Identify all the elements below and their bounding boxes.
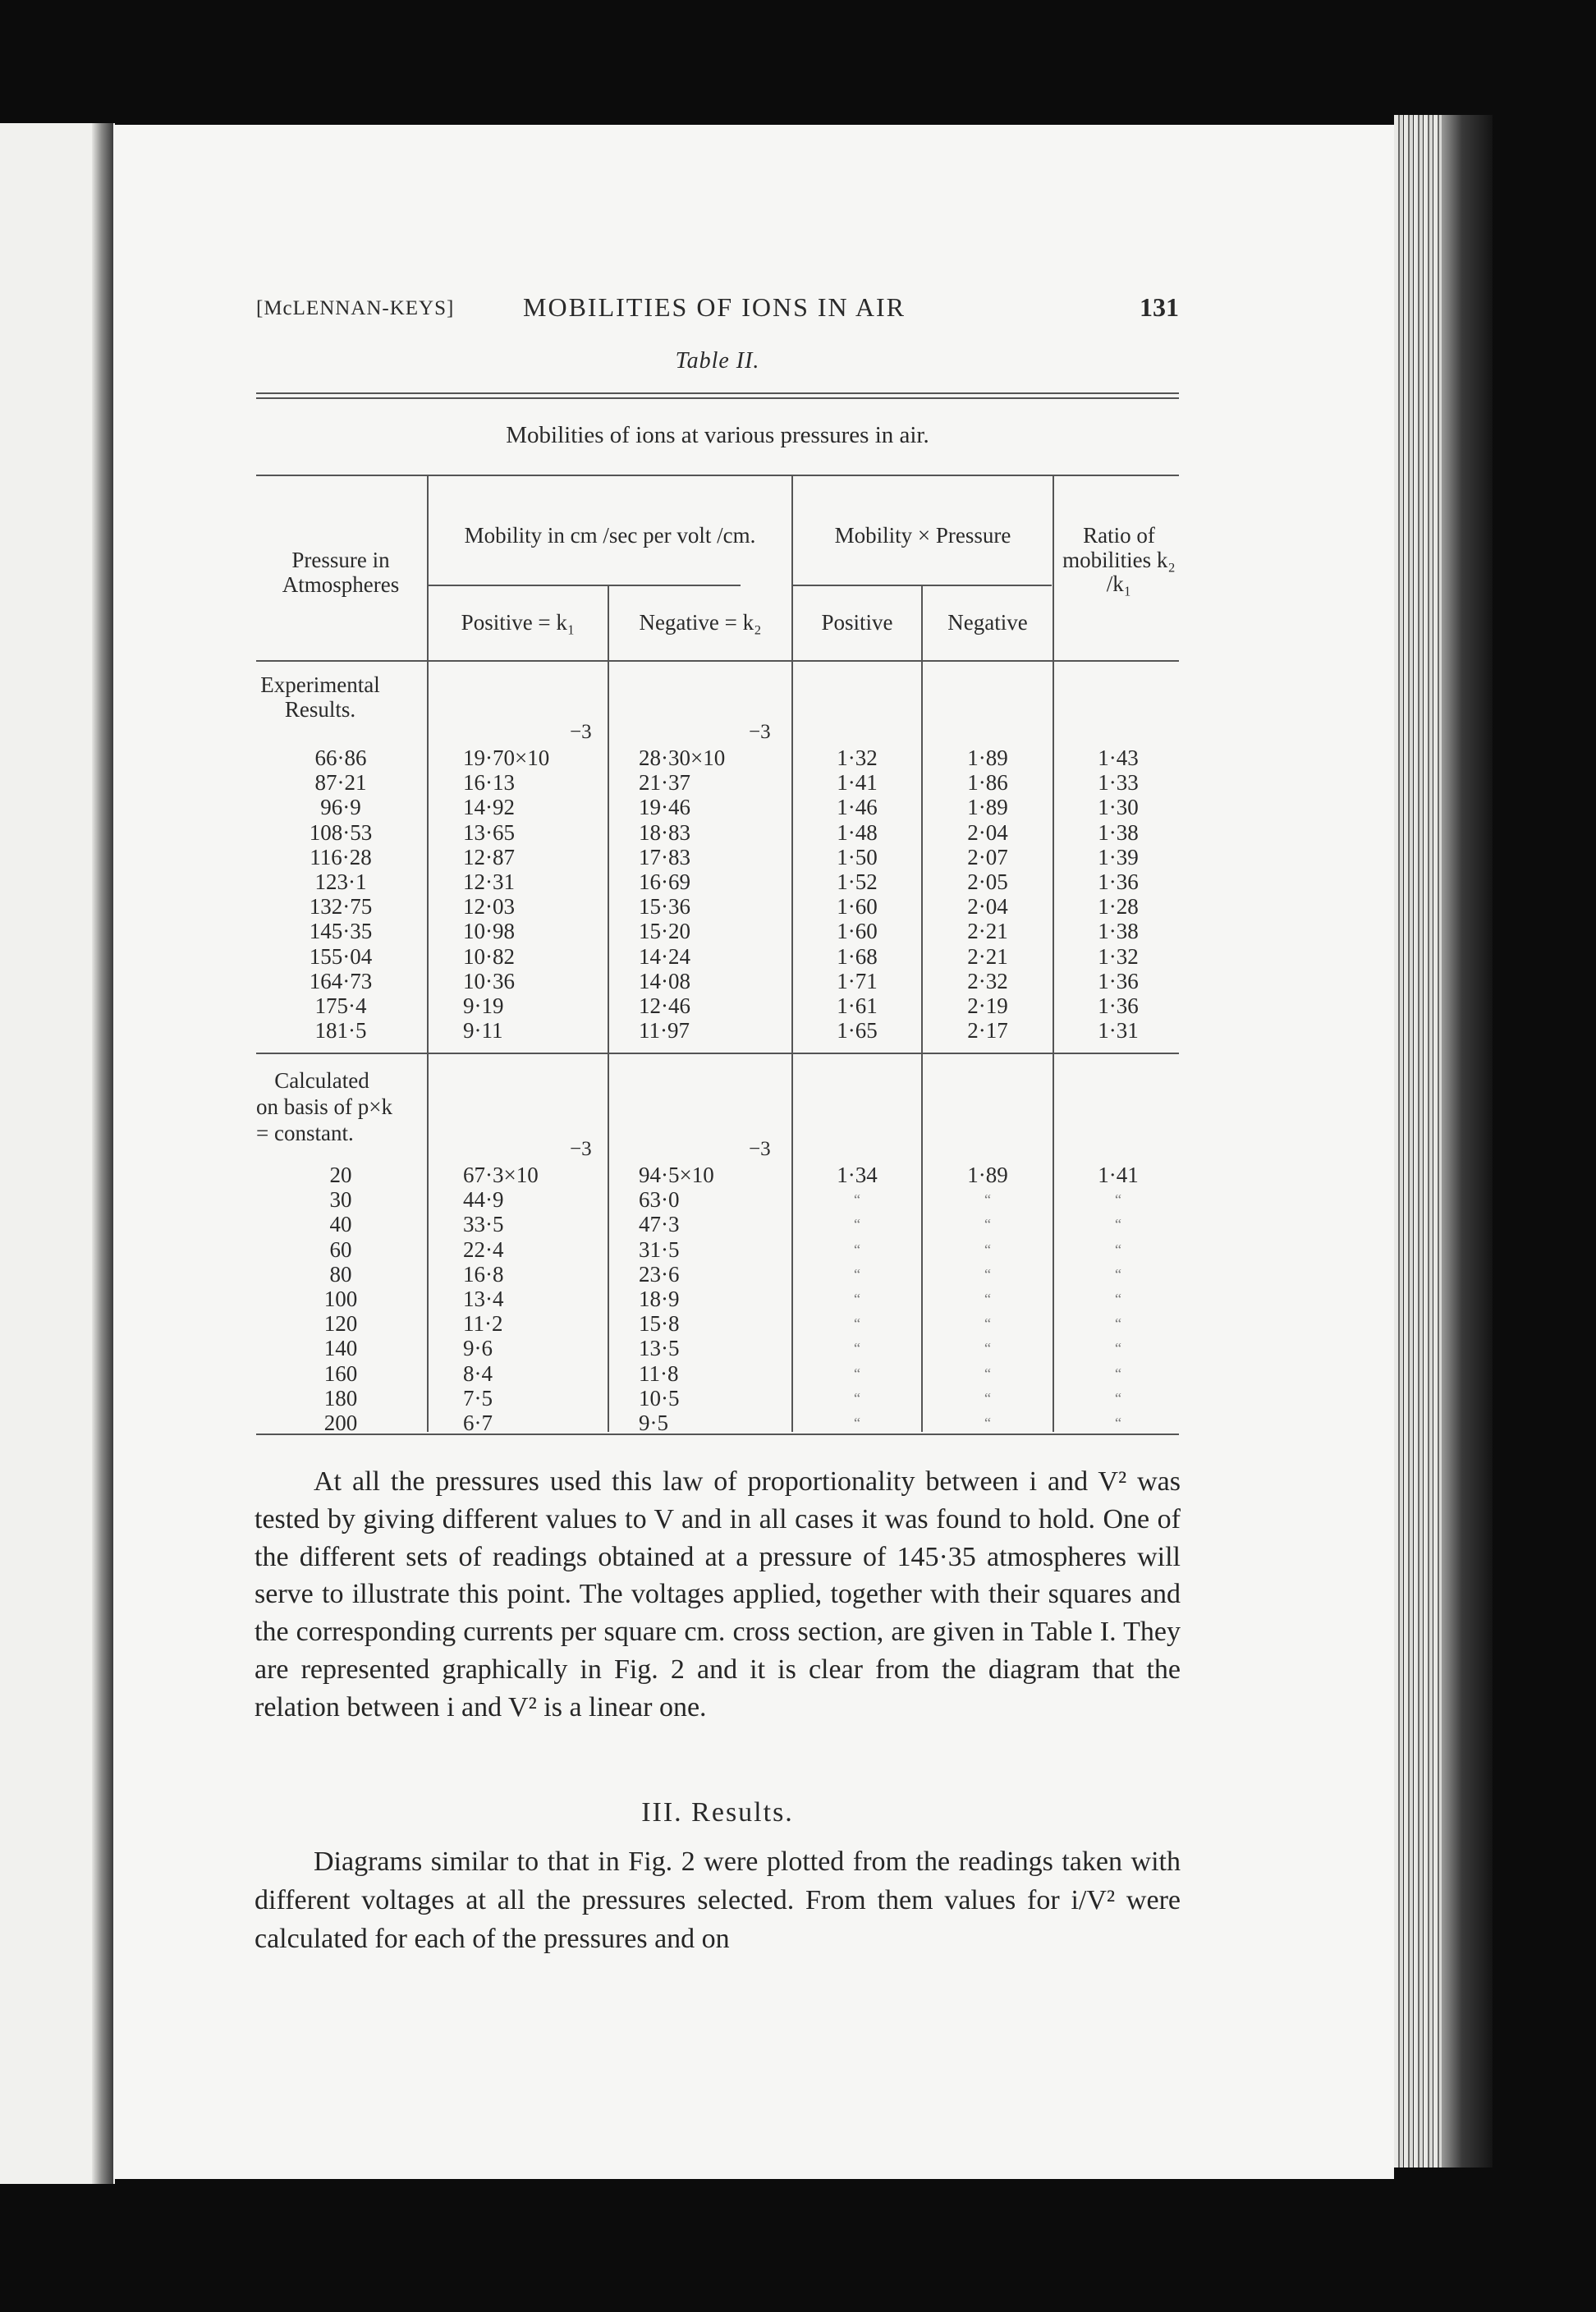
experimental-mp-positive-cell: 1·46 [837, 795, 878, 820]
col-divider-2 [608, 586, 609, 1432]
body-paragraph-2: Diagrams similar to that in Fig. 2 were plotted from the readings taken with different voltages at all the pressures selected. From them values for i/V² were calculated for each of the pressures and on [255, 1846, 1181, 1954]
experimental-ratio-cell: 1·32 [1098, 943, 1139, 969]
experimental-ratio-cell: 1·36 [1098, 993, 1139, 1018]
calculated-mp-positive-cell: “ [854, 1340, 860, 1357]
calculated-negative-cell: 31·5 [639, 1236, 680, 1262]
experimental-mp-positive-cell: 1·48 [837, 819, 878, 845]
experimental-negative-cell: 12·46 [639, 993, 690, 1018]
calculated-ratio-cell: “ [1115, 1291, 1121, 1307]
body-paragraph-1: At all the pressures used this law of proportionality between i and V² was tested by giving different values to V and in all cases it was found to hold. One of the different sets of readings obtained at a pressure of 145·35 atmospheres will serve to illustrate this point. The voltages applied, together with their squares and the corresponding currents per square cm. cross section, are given in Table I. They are represented graphically in Fig. 2 and it is clear from the diagram that the relation between i and V² is a linear one. [255, 1466, 1181, 1723]
calculated-label-line3: = constant. [256, 1121, 354, 1145]
experimental-ratio-cell: 1·30 [1098, 795, 1139, 820]
calculated-positive-cell: 16·8 [463, 1261, 504, 1287]
experimental-ratio-cell: 1·36 [1098, 968, 1139, 993]
experimental-pressure-cell: 175·4 [314, 993, 367, 1018]
experimental-mp-positive-cell: 1·61 [837, 993, 878, 1018]
exponent-negative-exp: −3 [749, 721, 771, 743]
table-caption: Mobilities of ions at various pressures in air. [506, 422, 929, 448]
header-ratio: Ratio of mobilities k₂ /k₁ [1062, 523, 1176, 597]
exponent-negative-calc: −3 [749, 1138, 771, 1160]
calculated-mp-negative-cell: “ [984, 1340, 991, 1357]
experimental-positive-cell: 14·92 [463, 795, 515, 820]
table-top-rule-double [256, 397, 1179, 399]
calculated-mp-positive-cell: “ [854, 1265, 860, 1282]
experimental-ratio-cell: 1·38 [1098, 819, 1139, 845]
calculated-mp-positive-cell: “ [854, 1216, 860, 1233]
experimental-ratio-cell: 1·38 [1098, 919, 1139, 944]
experimental-pressure-cell: 87·21 [314, 770, 367, 796]
experimental-pressure-cell: 145·35 [309, 919, 373, 944]
section-divider-rule [256, 1053, 1179, 1054]
experimental-mp-positive-cell: 1·68 [837, 943, 878, 969]
experimental-pressure-cell: 132·75 [309, 894, 373, 920]
experimental-positive-cell: 16·13 [463, 770, 515, 796]
experimental-mp-negative-cell: 2·21 [967, 943, 1008, 969]
exponent-positive-calc: −3 [570, 1138, 592, 1160]
calculated-ratio-cell: “ [1115, 1241, 1121, 1258]
experimental-pressure-cell: 66·86 [314, 745, 367, 770]
section-heading: III. Results. [641, 1797, 794, 1828]
calculated-pressure-cell: 200 [323, 1411, 358, 1435]
calculated-pressure-cell: 20 [329, 1163, 352, 1187]
experimental-pressure-cell: 108·53 [309, 819, 373, 845]
experimental-mp-negative-cell: 1·89 [967, 745, 1008, 770]
experimental-positive-cell: 10·98 [463, 919, 515, 944]
calculated-label [256, 1067, 425, 1146]
running-title: MOBILITIES OF IONS IN AIR [523, 292, 906, 322]
experimental-mp-negative-cell: 1·89 [967, 795, 1008, 820]
calculated-mp-positive-cell: “ [854, 1415, 860, 1431]
calculated-pressure-cell: 40 [329, 1212, 352, 1237]
calculated-ratio-cell: “ [1115, 1365, 1121, 1382]
running-header [256, 292, 1179, 328]
experimental-mp-positive-cell: 1·41 [837, 770, 878, 796]
calculated-mp-positive-cell: “ [854, 1241, 860, 1258]
experimental-results-label: Experimental Results. [260, 672, 380, 722]
experimental-mp-positive-cell: 1·32 [837, 745, 878, 770]
calculated-mp-negative-cell: “ [984, 1265, 991, 1282]
experimental-pressure-cell: 181·5 [314, 1018, 367, 1044]
calculated-mp-negative-cell: “ [984, 1191, 991, 1209]
calculated-negative-cell: 9·5 [639, 1411, 668, 1435]
calculated-pressure-cell: 30 [329, 1187, 352, 1213]
calculated-mp-negative-cell: “ [984, 1216, 991, 1233]
header-bottom-rule [256, 660, 1179, 662]
header-positive-k1: Positive = k₁ [461, 610, 576, 635]
experimental-ratio-cell: 1·33 [1098, 770, 1139, 796]
experimental-negative-cell: 15·36 [639, 894, 690, 920]
header-mobility-group: Mobility in cm /sec per volt /cm. [464, 523, 756, 548]
experimental-ratio-cell: 1·28 [1098, 894, 1139, 920]
experimental-mp-positive-cell: 1·65 [837, 1018, 878, 1044]
experimental-negative-cell: 16·69 [639, 869, 690, 894]
experimental-positive-cell: 10·36 [463, 968, 515, 993]
experimental-ratio-cell: 1·36 [1098, 869, 1139, 894]
experimental-pressure-cell: 96·9 [320, 795, 361, 820]
calculated-ratio-cell: 1·41 [1098, 1163, 1139, 1187]
col-divider-5 [1053, 476, 1054, 1432]
calculated-mp-negative-cell: “ [984, 1389, 991, 1406]
calculated-ratio-cell: “ [1115, 1340, 1121, 1357]
header-pressure: Pressure in Atmospheres [282, 548, 400, 597]
calculated-negative-cell: 15·8 [639, 1311, 680, 1337]
calculated-mp-positive-cell: “ [854, 1315, 860, 1333]
experimental-positive-cell: 9·19 [463, 993, 504, 1018]
calculated-mp-negative-cell: 1·89 [967, 1163, 1008, 1187]
experimental-mp-negative-cell: 2·04 [967, 819, 1008, 845]
calculated-mp-positive-cell: “ [854, 1365, 860, 1382]
experimental-positive-cell: 12·03 [463, 894, 515, 920]
calculated-pressure-cell: 100 [323, 1287, 358, 1311]
calculated-positive-cell: 8·4 [463, 1360, 493, 1386]
experimental-mp-positive-cell: 1·52 [837, 869, 878, 894]
calculated-negative-cell: 10·5 [639, 1385, 680, 1411]
experimental-ratio-cell: 1·43 [1098, 745, 1139, 770]
calculated-pressure-cell: 160 [323, 1360, 358, 1386]
calculated-positive-cell: 7·5 [463, 1385, 493, 1411]
page-number: 131 [1140, 292, 1179, 322]
experimental-mp-negative-cell: 2·17 [967, 1018, 1008, 1044]
calculated-mp-negative-cell: “ [984, 1241, 991, 1258]
calculated-positive-cell: 67·3×10 [463, 1163, 539, 1187]
table-top-rule [256, 392, 1179, 394]
experimental-mp-positive-cell: 1·50 [837, 844, 878, 869]
experimental-positive-cell: 10·82 [463, 943, 515, 969]
experimental-positive-cell: 9·11 [463, 1018, 503, 1044]
calculated-mp-negative-cell: “ [984, 1315, 991, 1333]
calculated-pressure-cell: 140 [323, 1336, 358, 1361]
experimental-mp-negative-cell: 1·86 [967, 770, 1008, 796]
calculated-ratio-cell: “ [1115, 1191, 1121, 1209]
experimental-negative-cell: 15·20 [639, 919, 690, 944]
calculated-ratio-cell: “ [1115, 1216, 1121, 1233]
table-label: Table II. [675, 348, 760, 374]
calculated-positive-cell: 22·4 [463, 1236, 504, 1262]
experimental-pressure-cell: 123·1 [314, 869, 367, 894]
calculated-ratio-cell: “ [1115, 1265, 1121, 1282]
experimental-mp-positive-cell: 1·60 [837, 894, 878, 920]
experimental-mp-positive-cell: 1·60 [837, 919, 878, 944]
experimental-positive-cell: 13·65 [463, 819, 515, 845]
subheader-rule-mobility [429, 585, 741, 586]
experimental-negative-cell: 28·30×10 [639, 745, 726, 770]
calculated-negative-cell: 23·6 [639, 1261, 680, 1287]
page-stack-edge [1394, 115, 1493, 2168]
experimental-negative-cell: 14·24 [639, 943, 690, 969]
experimental-negative-cell: 17·83 [639, 844, 690, 869]
experimental-mp-positive-cell: 1·71 [837, 968, 878, 993]
experimental-negative-cell: 11·97 [639, 1018, 690, 1044]
calculated-positive-cell: 9·6 [463, 1336, 493, 1361]
calculated-pressure-cell: 180 [323, 1385, 358, 1411]
calculated-mp-negative-cell: “ [984, 1291, 991, 1307]
calculated-negative-cell: 47·3 [639, 1212, 680, 1237]
experimental-mp-negative-cell: 2·32 [967, 968, 1008, 993]
book-gutter [92, 123, 113, 2184]
calculated-negative-cell: 18·9 [639, 1287, 680, 1311]
calculated-positive-cell: 13·4 [463, 1287, 504, 1311]
calculated-positive-cell: 33·5 [463, 1212, 504, 1237]
running-head-authors: [McLENNAN-KEYS] [256, 297, 455, 319]
experimental-negative-cell: 18·83 [639, 819, 690, 845]
header-mp-positive: Positive [821, 610, 893, 635]
experimental-mp-negative-cell: 2·05 [967, 869, 1008, 894]
calculated-mp-positive-cell: “ [854, 1291, 860, 1307]
calculated-label-line1: Calculated [274, 1068, 369, 1093]
experimental-negative-cell: 14·08 [639, 968, 690, 993]
experimental-ratio-cell: 1·31 [1098, 1018, 1139, 1044]
calculated-mp-positive-cell: “ [854, 1191, 860, 1209]
body-paragraph-2-block [255, 1842, 1181, 1958]
calculated-mp-negative-cell: “ [984, 1415, 991, 1431]
calculated-ratio-cell: “ [1115, 1389, 1121, 1406]
experimental-negative-cell: 21·37 [639, 770, 690, 796]
exponent-positive-exp: −3 [570, 721, 592, 743]
experimental-positive-cell: 19·70×10 [463, 745, 550, 770]
header-top-rule [256, 475, 1179, 476]
calculated-positive-cell: 11·2 [463, 1311, 503, 1337]
calculated-mp-negative-cell: “ [984, 1365, 991, 1382]
calculated-positive-cell: 44·9 [463, 1187, 504, 1213]
calculated-mp-positive-cell: “ [854, 1389, 860, 1406]
experimental-mp-negative-cell: 2·19 [967, 993, 1008, 1018]
experimental-pressure-cell: 164·73 [309, 968, 373, 993]
experimental-ratio-cell: 1·39 [1098, 844, 1139, 869]
experimental-pressure-cell: 155·04 [309, 943, 373, 969]
experimental-positive-cell: 12·87 [463, 844, 515, 869]
header-mobility-x-pressure: Mobility × Pressure [834, 523, 1011, 548]
header-negative-k2: Negative = k₂ [639, 610, 762, 635]
body-paragraph-1-block [255, 1463, 1181, 1727]
calculated-pressure-cell: 60 [329, 1236, 352, 1262]
experimental-mp-negative-cell: 2·04 [967, 894, 1008, 920]
calculated-pressure-cell: 80 [329, 1261, 352, 1287]
calculated-negative-cell: 11·8 [639, 1360, 679, 1386]
calculated-label-line2: on basis of p×k [256, 1094, 392, 1119]
experimental-mp-negative-cell: 2·07 [967, 844, 1008, 869]
calculated-mp-positive-cell: 1·34 [837, 1163, 878, 1187]
experimental-positive-cell: 12·31 [463, 869, 515, 894]
experimental-pressure-cell: 116·28 [310, 844, 372, 869]
calculated-negative-cell: 63·0 [639, 1187, 680, 1213]
calculated-negative-cell: 94·5×10 [639, 1163, 714, 1187]
calculated-positive-cell: 6·7 [463, 1411, 493, 1435]
calculated-pressure-cell: 120 [323, 1311, 358, 1337]
experimental-negative-cell: 19·46 [639, 795, 690, 820]
experimental-mp-negative-cell: 2·21 [967, 919, 1008, 944]
header-mp-negative: Negative [947, 610, 1028, 635]
calculated-ratio-cell: “ [1115, 1415, 1121, 1431]
calculated-ratio-cell: “ [1115, 1315, 1121, 1333]
calculated-negative-cell: 13·5 [639, 1336, 680, 1361]
